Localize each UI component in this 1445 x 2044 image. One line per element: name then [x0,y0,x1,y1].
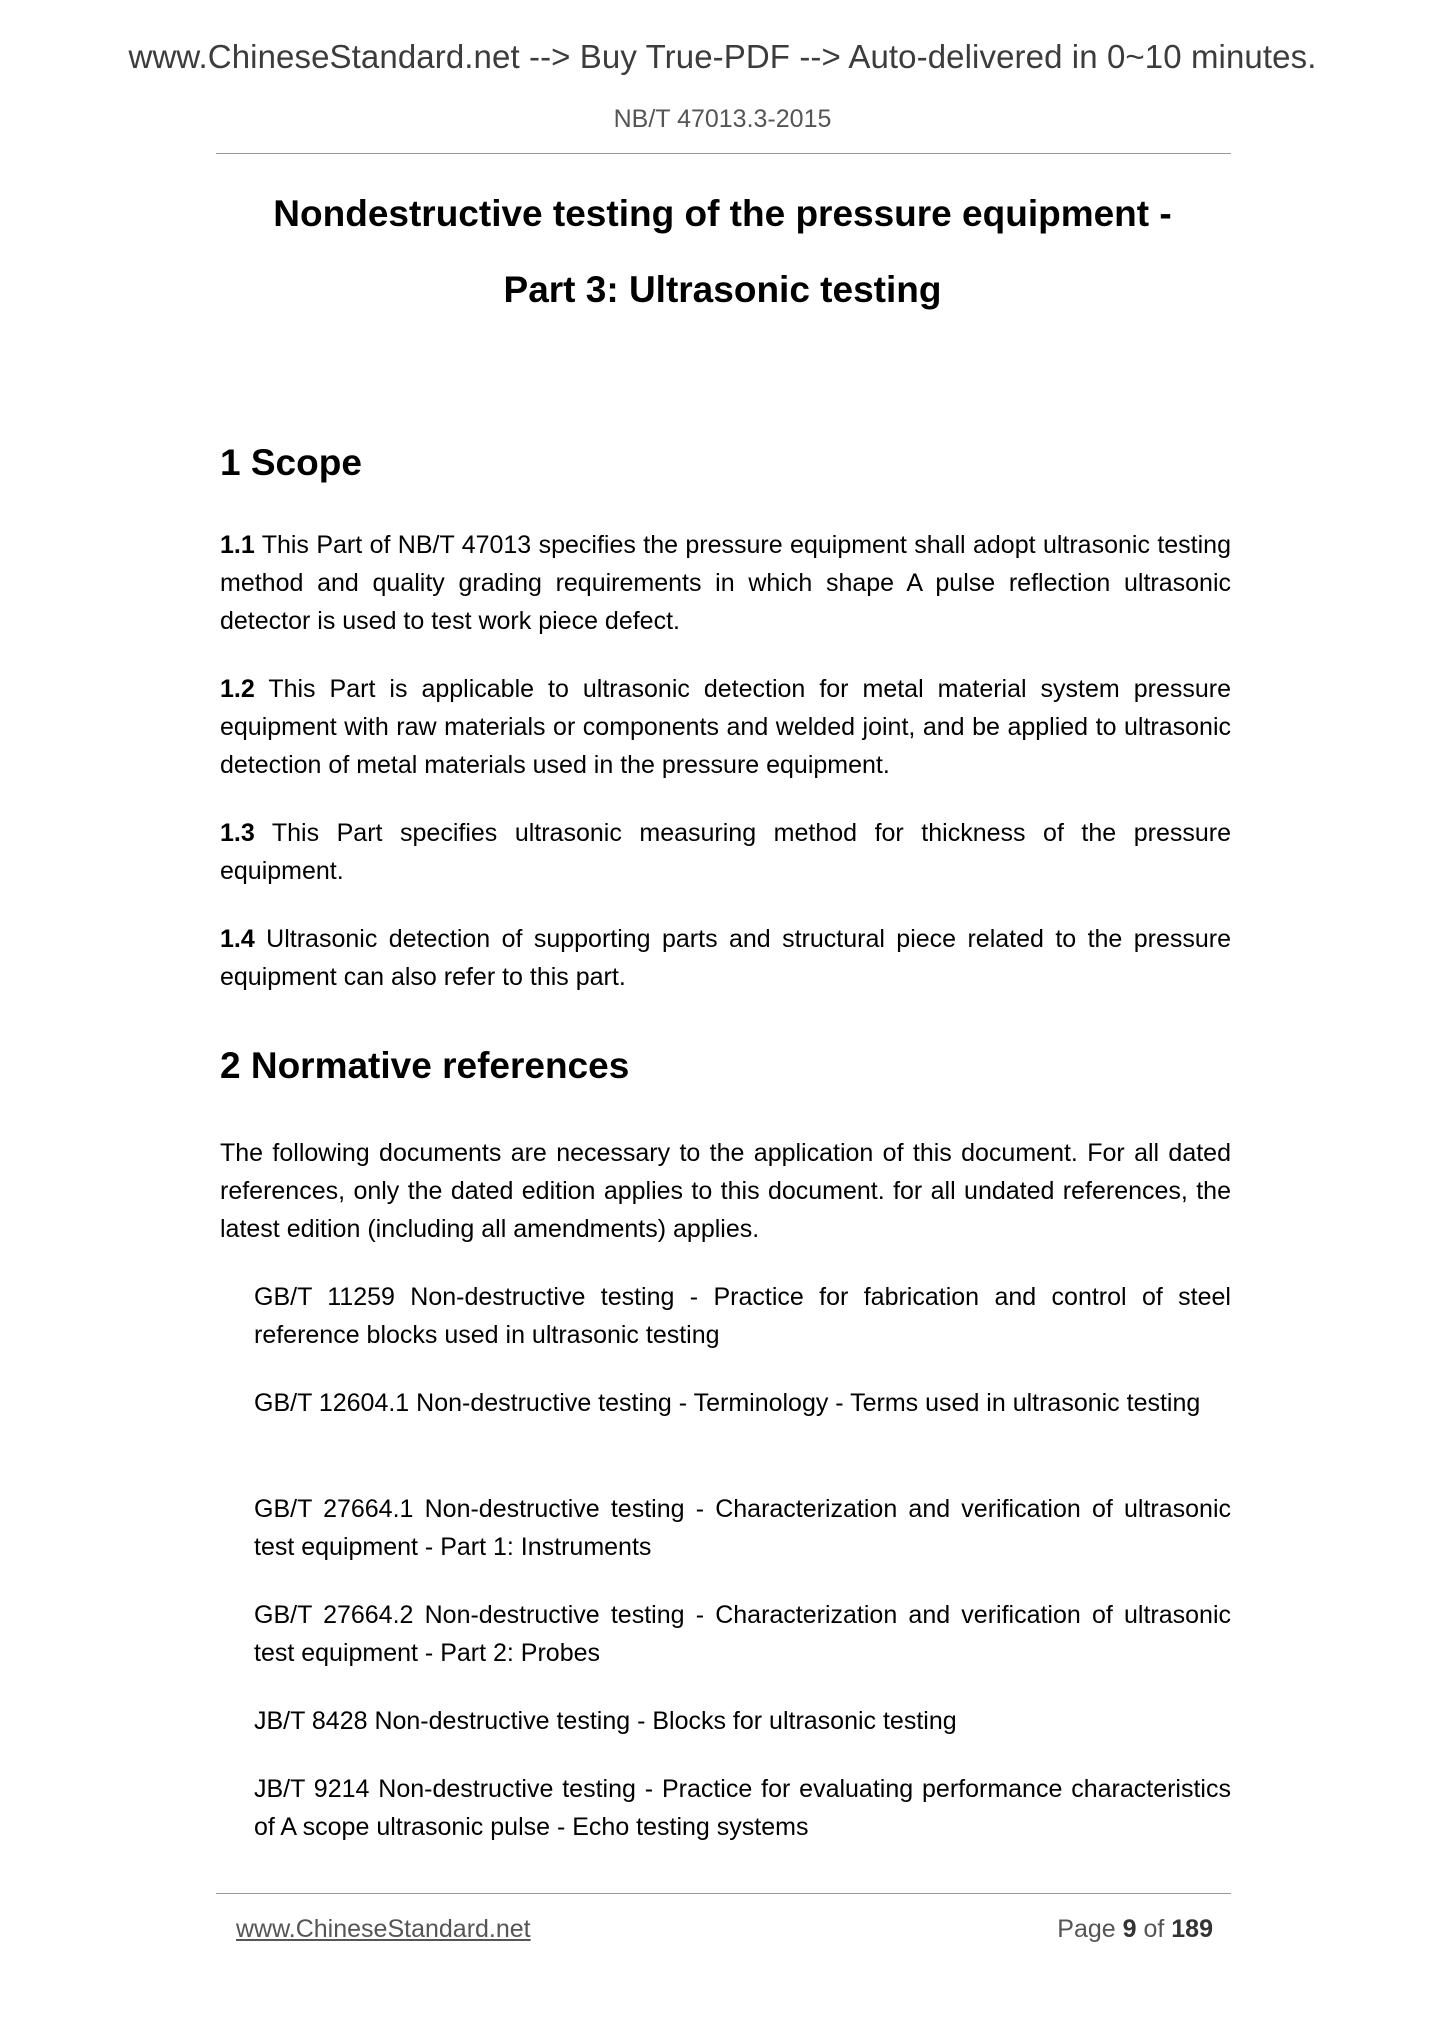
page-indicator [1057,1915,1213,1944]
clause-text: This Part is applicable to ultrasonic detection for metal material system pressure equipment with raw materials or components and welded joint, and be applied to ultrasonic detection of metal materials used in the pressure equipment. [220,675,1231,779]
clause-1-3 [220,814,1231,890]
clause-number: 1.4 [220,925,255,953]
footer-site-link[interactable]: www.ChineseStandard.net [236,1915,531,1943]
section-heading-scope: 1 Scope [220,442,362,483]
header-divider [216,153,1231,154]
clause-number: 1.3 [220,819,255,847]
standard-code: NB/T 47013.3-2015 [613,105,832,133]
of-word: of [1143,1915,1165,1943]
reference-item: GB/T 27664.1 Non-destructive testing - Characterization and verification of ultrasonic test equipment - Part 1: Instruments [254,1495,1231,1561]
document-title-line-2: Part 3: Ultrasonic testing [503,269,942,310]
total-pages: 189 [1171,1915,1213,1943]
reference-item: GB/T 11259 Non-destructive testing - Practice for fabrication and control of steel reference blocks used in ultrasonic testing [254,1283,1231,1349]
clause-text: This Part of NB/T 47013 specifies the pressure equipment shall adopt ultrasonic testing method and quality grading requirements in which shape A pulse reflection ultrasonic detector is used to test work piece defect. [220,531,1231,635]
clause-1-2 [220,670,1231,784]
clause-number: 1.1 [220,531,255,559]
normative-intro: The following documents are necessary to the application of this document. For all dated references, only the dated edition applies to this document. for all undated references, the latest edition (including all amendments) applies. [220,1139,1231,1243]
document-title-line-1: Nondestructive testing of the pressure equipment - [273,193,1172,234]
reference-item: JB/T 9214 Non-destructive testing - Practice for evaluating performance characteristics of A scope ultrasonic pulse - Echo testing systems [254,1775,1231,1841]
clause-1-1 [220,526,1231,640]
reference-item: JB/T 8428 Non-destructive testing - Blocks for ultrasonic testing [254,1707,957,1735]
clause-number: 1.2 [220,675,255,703]
section-heading-normative-references: 2 Normative references [220,1045,630,1086]
reference-item: GB/T 27664.2 Non-destructive testing - Characterization and verification of ultrasonic test equipment - Part 2: Probes [254,1601,1231,1667]
clause-text: Ultrasonic detection of supporting parts and structural piece related to the pressure equipment can also refer to this part. [220,925,1231,991]
clause-text: This Part specifies ultrasonic measuring method for thickness of the pressure equipment. [220,819,1231,885]
page-word: Page [1057,1915,1116,1943]
footer-divider [216,1893,1231,1894]
site-banner: www.ChineseStandard.net --> Buy True-PDF --> Auto-delivered in 0~10 minutes. [128,38,1317,75]
reference-item: GB/T 12604.1 Non-destructive testing - Terminology - Terms used in ultrasonic testing [254,1389,1201,1417]
page-number: 9 [1122,1915,1137,1943]
clause-1-4 [220,920,1231,996]
